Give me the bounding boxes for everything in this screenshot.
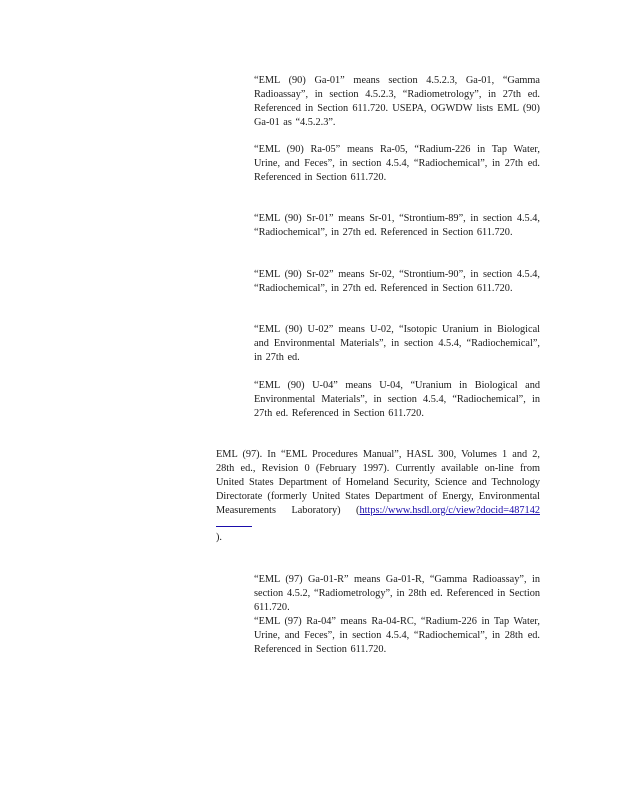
definition-eml90-sr02 (254, 268, 540, 296)
definition-text: “EML (90) Ga-01” means section 4.5.2.3, Ga-01, “Gamma Radioassay”, in section 4.5.2.3, “Radiometrology”, in 27th ed. Referenced in Section 611.720. USEPA, OGWDW lists EML (90) Ga-01 as “4.5.2.3”. (254, 75, 540, 128)
reference-close: ). (216, 532, 223, 544)
definition-text: “EML (90) U-02” means U-02, “Isotopic Uranium in Biological and Environmental Materials”, in section 4.5.4, “Radiochemical”, in 27th ed. (254, 324, 540, 363)
reference-paragraph (216, 448, 540, 545)
definition-eml90-u02 (254, 323, 540, 365)
definition-text: “EML (90) U-04” means U-04, “Uranium in Biological and Environmental Materials”, in section 4.5.4, “Radiochemical”, in 27th ed. Referenced in Section 611.720. (254, 380, 540, 419)
definition-text: “EML (90) Ra-05” means Ra-05, “Radium-226 in Tap Water, Urine, and Feces”, in section 4.5.4, “Radiochemical”, in 27th ed. Referenced in Section 611.720. (254, 144, 540, 183)
reference-eml97 (216, 448, 540, 545)
link-underline-pad (216, 525, 252, 527)
definition-text: “EML (90) Sr-02” means Sr-02, “Strontium-90”, in section 4.5.4, “Radiochemical”, in 27th ed. Referenced in Section 611.720. (254, 269, 540, 294)
definition-text: “EML (97) Ra-04” means Ra-04-RC, “Radium-226 in Tap Water, Urine, and Feces”, in section 4.5.4, “Radiochemical”, in 28th ed. Referenced in Section 611.720. (254, 616, 540, 655)
definition-eml97-ra04 (254, 615, 540, 657)
definition-eml90-ga01 (254, 74, 540, 130)
hsdl-link[interactable]: https://www.hsdl.org/c/view?docid=487142 (359, 504, 540, 516)
definition-text: “EML (90) Sr-01” means Sr-01, “Strontium-89”, in section 4.5.4, “Radiochemical”, in 27th ed. Referenced in Section 611.720. (254, 213, 540, 238)
definition-eml97-ga01r (254, 573, 540, 615)
definition-eml90-ra05 (254, 143, 540, 185)
definition-text: “EML (97) Ga-01-R” means Ga-01-R, “Gamma Radioassay”, in section 4.5.2, “Radiometrology”, in 28th ed. Referenced in Section 611.720. (254, 574, 540, 613)
reference-text: EML (97). In “EML Procedures Manual”, HASL 300, Volumes 1 and 2, 28th ed., Revision 0 (February 1997). Currently available on-line from United States Department of Homeland Security, Science and Technology Directorate (formerly United States Department of Energy, Environmental Measurements Laboratory) ( (216, 449, 540, 516)
definition-eml90-u04 (254, 379, 540, 421)
definition-eml90-sr01 (254, 212, 540, 240)
